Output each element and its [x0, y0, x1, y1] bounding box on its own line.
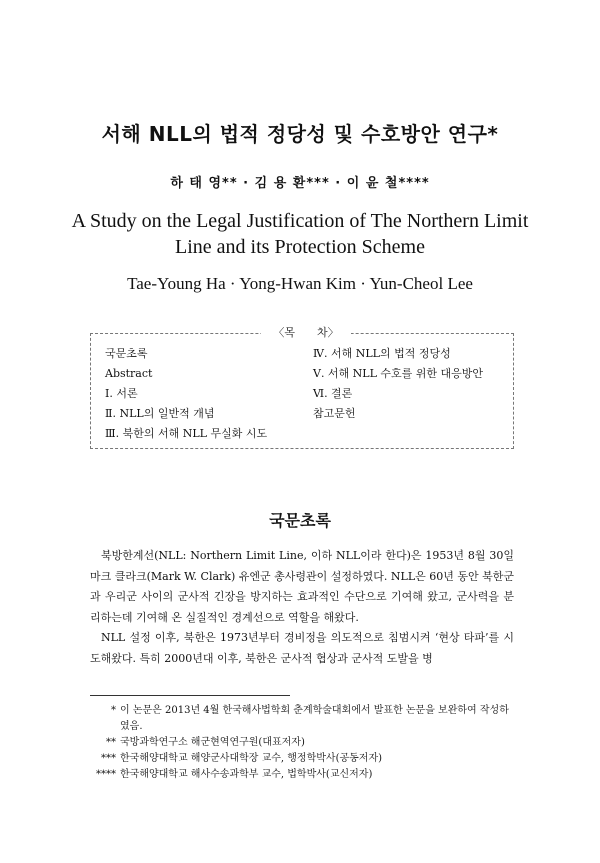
footnote	[90, 751, 514, 767]
toc-item: Abstract	[105, 367, 153, 380]
footnote	[90, 735, 514, 751]
toc-left-column	[105, 344, 267, 444]
table-of-contents	[90, 326, 514, 449]
footnote-text: 이 논문은 2013년 4월 한국해사법학회 춘계학술대회에서 발표한 논문을 보완하여 작성하였음.	[120, 705, 509, 732]
toc-item: Ⅱ. NLL의 일반적 개념	[105, 407, 215, 420]
footnotes	[90, 703, 514, 783]
section-heading: 국문초록	[269, 511, 331, 530]
toc-item: 국문초록	[105, 347, 148, 360]
toc-item: Ⅰ. 서론	[105, 387, 138, 400]
english-authors: Tae-Young Ha · Yong-Hwan Kim · Yun-Cheol Lee	[127, 274, 473, 293]
footnote-text: 국방과학연구소 해군현역연구원(대표저자)	[120, 737, 305, 748]
abstract-body	[90, 546, 514, 669]
toc-item: Ⅴ. 서해 NLL 수호를 위한 대응방안	[313, 367, 484, 380]
toc-right-column	[313, 344, 483, 424]
toc-item: Ⅲ. 북한의 서해 NLL 무실화 시도	[105, 427, 268, 440]
footnote-divider	[90, 695, 290, 696]
toc-item: 참고문헌	[313, 407, 356, 420]
footnote	[90, 703, 514, 735]
footnote-mark: ***	[101, 753, 116, 764]
footnote-mark: **	[106, 737, 116, 748]
toc-label: 〈목 차〉	[261, 325, 351, 341]
korean-authors: 하 태 영** · 김 용 환*** · 이 윤 철****	[170, 176, 430, 191]
footnote-text: 한국해양대학교 해사수송과학부 교수, 법학박사(교신저자)	[120, 769, 373, 780]
toc-item: Ⅵ. 결론	[313, 387, 353, 400]
footnote-mark: *	[111, 705, 116, 716]
abstract-paragraph: NLL 설정 이후, 북한은 1973년부터 경비정을 의도적으로 침범시켜 ‘현상 타파’를 시도해왔다. 특히 2000년대 이후, 북한은 군사적 협상과 군사적 도발을 병	[90, 631, 514, 665]
abstract-paragraph: 북방한계선(NLL: Northern Limit Line, 이하 NLL이라 한다)은 1953년 8월 30일 마크 클라크(Mark W. Clark) 유엔군 총사령관이 설정하였다. NLL은 60년 동안 북한군과 우리군 사이의 군사적 긴장을 방지하는 효과적인 수단으로 기여해 왔고, 군사력을 분리하는데 기여해 온 실질적인 경계선으로 역할을 해왔다.	[90, 549, 514, 624]
toc-item: Ⅳ. 서해 NLL의 법적 정당성	[313, 347, 451, 360]
korean-title: 서해 NLL의 법적 정당성 및 수호방안 연구*	[101, 122, 499, 146]
footnote	[90, 767, 514, 783]
footnote-mark: ****	[96, 769, 116, 780]
footnote-text: 한국해양대학교 해양군사대학장 교수, 행정학박사(공동저자)	[120, 753, 383, 764]
english-title: A Study on the Legal Justification of The Northern Limit Line and its Protection Scheme	[71, 210, 529, 258]
